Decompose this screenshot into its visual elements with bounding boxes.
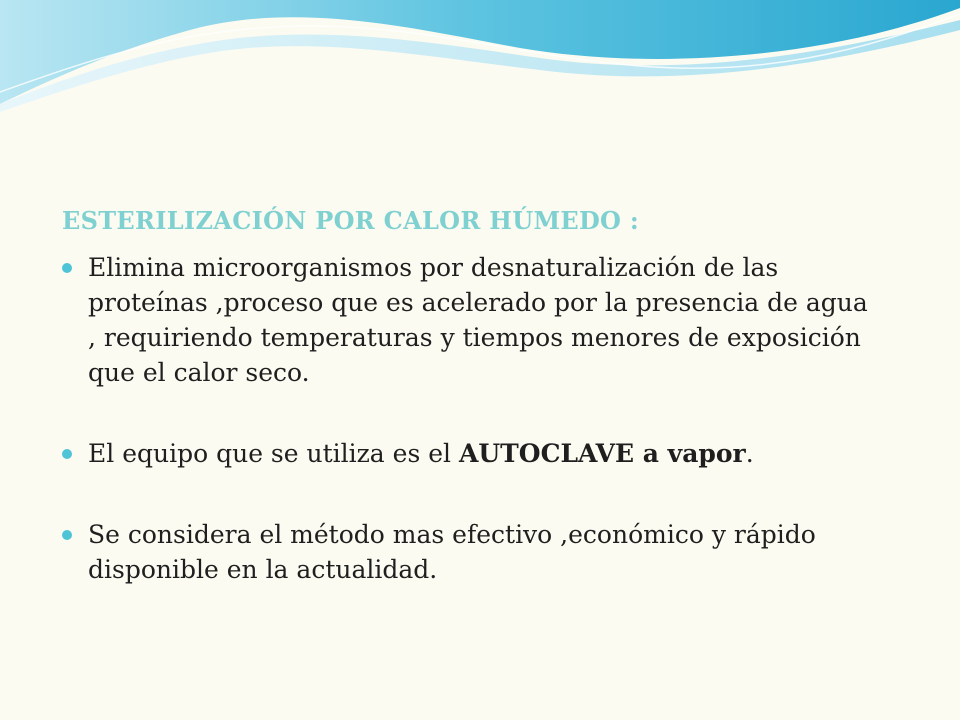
bullet-text-emphasis: AUTOCLAVE a vapor [458, 439, 746, 468]
bullet-dot-icon [62, 530, 72, 540]
bullet-list [62, 250, 882, 587]
bullet-text-suffix: . [745, 439, 754, 468]
bullet-dot-icon [62, 449, 72, 459]
bullet-text: Se considera el método mas efectivo ,económico y rápido disponible en la actualidad. [88, 520, 816, 584]
bullet-text: Elimina microorganismos por desnaturalización de las proteínas ,proceso que es acelerado por la presencia de agua , requiriendo temperaturas y tiempos menores de exposición que el calor seco. [88, 253, 868, 387]
bullet-text-prefix: El equipo que se utiliza es el [88, 439, 459, 468]
bullet-dot-icon [62, 263, 72, 273]
bullet-item-2 [62, 436, 882, 471]
bullet-item-3 [62, 517, 882, 587]
slide-heading: ESTERILIZACIÓN POR CALOR HÚMEDO : [62, 206, 640, 235]
bullet-item-1 [62, 250, 882, 390]
decorative-wave-banner [0, 0, 960, 140]
